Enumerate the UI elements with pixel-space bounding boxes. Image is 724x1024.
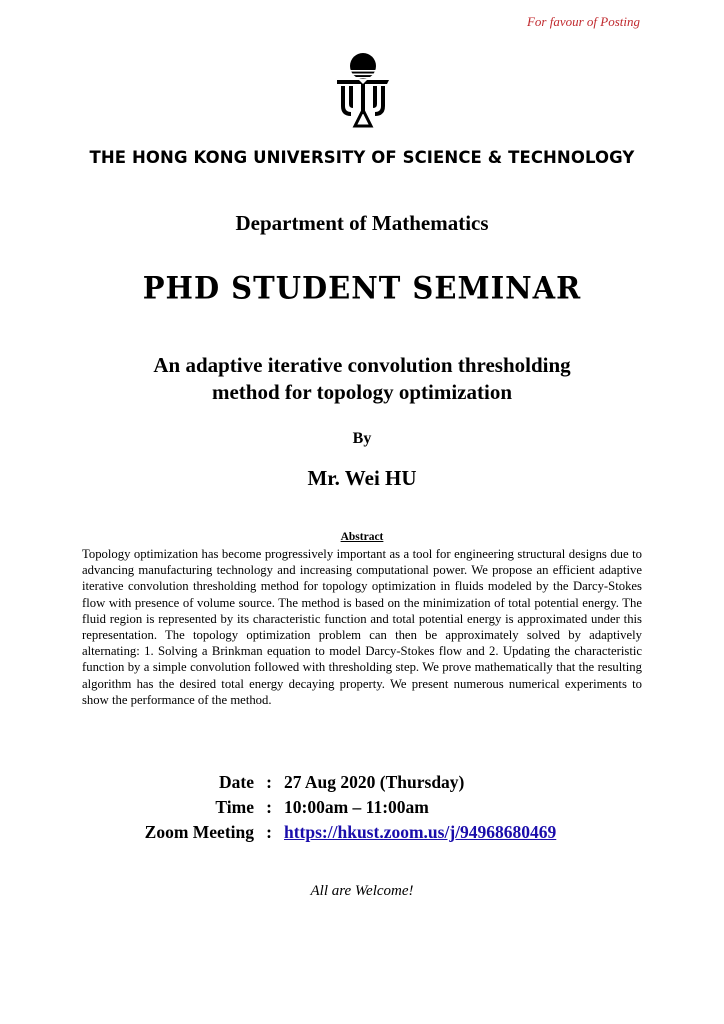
zoom-row bbox=[120, 820, 640, 845]
time-row bbox=[120, 795, 640, 820]
talk-title-line-1: An adaptive iterative convolution thresholding bbox=[153, 353, 571, 377]
abstract-heading: Abstract bbox=[340, 531, 384, 543]
speaker-name: Mr. Wei HU bbox=[307, 466, 417, 490]
talk-title-line-2: method for topology optimization bbox=[211, 380, 513, 404]
zoom-label: Zoom Meeting bbox=[144, 822, 254, 842]
university-name: THE HONG KONG UNIVERSITY OF SCIENCE & TECHNOLOGY bbox=[89, 148, 635, 167]
event-details bbox=[120, 770, 640, 845]
talk-title bbox=[0, 352, 724, 406]
zoom-meeting-link[interactable]: https://hkust.zoom.us/j/94968680469 bbox=[284, 822, 557, 842]
by-label: By bbox=[352, 430, 372, 447]
separator: : bbox=[266, 822, 272, 842]
separator: : bbox=[266, 772, 272, 792]
date-value: 27 Aug 2020 (Thursday) bbox=[284, 772, 465, 792]
posting-note: For favour of Posting bbox=[526, 14, 640, 29]
date-label: Date bbox=[219, 772, 254, 792]
welcome-note: All are Welcome! bbox=[310, 883, 414, 899]
abstract-body: Topology optimization has become progressively important as a tool for engineering structural designs due to advancing manufacturing technology and increasing computational power. We propose an efficient adaptive iterative convolution thresholding method for topology optimization in fluids modeled by the Darcy-Stokes flow with presence of volume source. The method is based on the minimization of total potential energy. The fluid region is represented by its characteristic function and total potential energy is approximated under this representation. The topology optimization problem can then be approximately solved by adaptively alternating: 1. Solving a Brinkman equation to model Darcy-Stokes flow and 2. Updating the characteristic function by a simple convolution followed with thresholding step. We prove mathematically that the resulting algorithm has the desired total energy decaying property. We present numerous numerical experiments to show the performance of the method. bbox=[82, 547, 642, 707]
department-name: Department of Mathematics bbox=[235, 211, 489, 235]
time-label: Time bbox=[215, 797, 254, 817]
hkust-logo-icon bbox=[335, 50, 391, 128]
separator: : bbox=[266, 797, 272, 817]
time-value: 10:00am – 11:00am bbox=[284, 797, 429, 817]
event-type: PHD STUDENT SEMINAR bbox=[142, 270, 582, 306]
date-row bbox=[120, 770, 640, 795]
